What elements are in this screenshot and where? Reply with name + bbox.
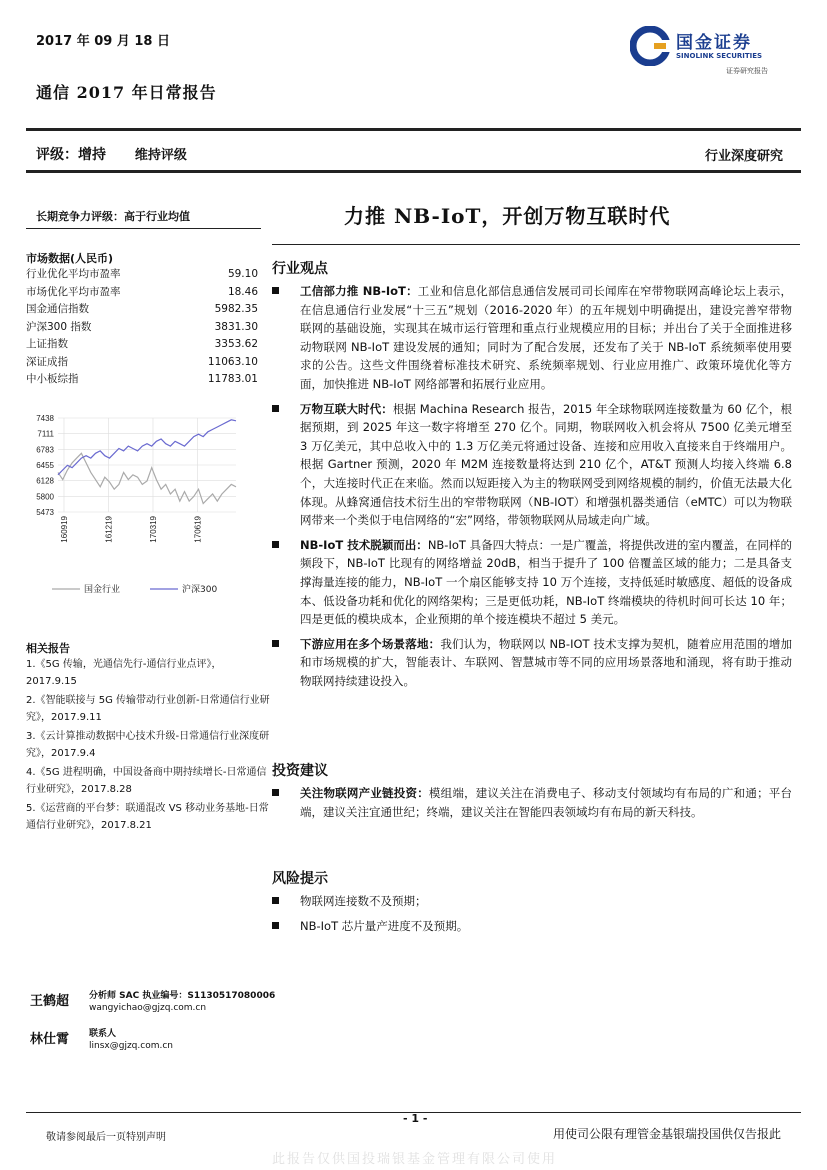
legend-label: 沪深300 bbox=[182, 585, 218, 595]
x-tick-label: 170319 bbox=[149, 516, 158, 543]
views-bullets bbox=[272, 282, 792, 696]
bullet-item: 物联网连接数不及预期； bbox=[272, 892, 792, 911]
author-email[interactable]: wangyichao@gjzq.com.cn bbox=[89, 1003, 207, 1013]
bullet-item: 万物互联大时代：根据 Machina Research 报告，2015 年全球物联网连接数量为 60 亿个，根据预期，到 2025 年这一数字将增至 270 亿个。同期，物联网收入机会将从 7500 亿美元增至 3 万亿美元，其中总收入中的 1.3 万亿美元将通过设备、连接和应用收入直接来自于终端用户。根据 Gartner 预测，2020 年 M2M 连接数量将达到 210 亿个，AT&T 预测人均接入终端 6.8 个，大连接时代正在来临。然而以短距接入为主的物联网受到网络规模的制约，价值无法最大化体现。从蜂窝通信技术衍生出的窄带物联网（NB-IOT）和增强机器类通信（eMTC）可以为物联网带来一个类似于电信网络的“宏”网络，带领物联网从局域走向广域。 bbox=[272, 400, 792, 530]
y-tick-label: 5473 bbox=[36, 508, 54, 517]
market-row: 深证成指 11063.10 bbox=[26, 355, 258, 368]
logo-name: 国金证券 bbox=[676, 33, 752, 53]
market-row: 中小板综指 11783.01 bbox=[26, 373, 258, 385]
legend-label: 国金行业 bbox=[84, 585, 121, 595]
long-term-rating: 长期竞争力评级：高于行业均值 bbox=[36, 210, 190, 223]
logo-mark-icon bbox=[630, 26, 670, 66]
bullet-square-icon bbox=[272, 640, 279, 647]
author-info bbox=[89, 1028, 173, 1052]
main-divider bbox=[272, 244, 800, 245]
author-name: 王鹤超 bbox=[30, 994, 70, 1009]
author-role: 联系人 bbox=[89, 1029, 117, 1039]
market-data-title: 市场数据(人民币) bbox=[26, 252, 114, 265]
page-number: - 1 - bbox=[403, 1112, 428, 1125]
author-role: 分析师 SAC 执业编号：S1130517080006 bbox=[89, 991, 276, 1001]
rating-label: 评级：增持 bbox=[36, 147, 106, 163]
rating bbox=[36, 144, 187, 164]
bullet-item: NB-IoT 芯片量产进度不及预期。 bbox=[272, 917, 792, 936]
logo-english: SINOLINK SECURITIES bbox=[676, 52, 763, 60]
series-line-industry bbox=[58, 453, 236, 503]
related-report-item: 5.《运营商的平台梦：联通混改 VS 移动业务基地-日常通信行业研究》，2017.8.21 bbox=[26, 803, 269, 831]
research-type: 行业深度研究 bbox=[704, 149, 783, 164]
related-report-item: 4.《5G 进程明确，中国设备商中期持续增长-日常通信行业研究》，2017.8.28 bbox=[26, 767, 267, 795]
report-date: 2017 年 09 月 18 日 bbox=[36, 34, 170, 49]
footer-notice: 用使司公限有理管金基银瑞投国供仅告报此 bbox=[552, 1127, 781, 1141]
author-block bbox=[30, 990, 275, 1014]
bullet-item: NB-IoT 技术脱颖而出：NB-IoT 具备四大特点：一是广覆盖，将提供改进的室内覆盖，在同样的频段下，NB-IoT 比现有的网络增益 20dB，相当于提升了 100 倍覆盖区域的能力；二是具备支撑海量连接的能力，NB-IoT 一个扇区能够支持 10 万个连接，支持低延时敏感度、超低的设备成本、低设备功耗和优化的网络架构；三是更低功耗，NB-IoT 终端模块的待机时间可长达 10 年；四是更低的模块成本，企业预期的单个接连模块不超过 5 美元。 bbox=[272, 536, 792, 629]
logo-subtitle: 证券研究报告 bbox=[726, 67, 768, 75]
y-tick-label: 7438 bbox=[36, 414, 54, 423]
bullet-square-icon bbox=[272, 405, 279, 412]
author-name: 林仕霄 bbox=[30, 1032, 70, 1047]
series-line-hs300 bbox=[58, 420, 236, 475]
bullet-square-icon bbox=[272, 922, 279, 929]
y-tick-label: 6455 bbox=[36, 461, 54, 470]
index-line-chart bbox=[22, 408, 262, 608]
author-email[interactable]: linsx@gjzq.com.cn bbox=[89, 1041, 173, 1051]
bullet-item: 下游应用在多个场景落地：我们认为，物联网以 NB-IOT 技术支撑为契机，随着应用范围的增加和市场规模的扩大，智能表计、车联网、智慧城市等不同的应用场景落地和涌现，将有助于推动物联网持续建设投入。 bbox=[272, 635, 792, 691]
rating-maintain: 维持评级 bbox=[134, 148, 187, 163]
bullet-item: 工信部力推 NB-IoT：工业和信息化部信息通信发展司司长闻库在窄带物联网高峰论坛上表示，在信息通信行业发展“十三五”规划（2016-2020 年）的五年规划中明确提出，建设完善窄带物联网的基础设施，实现其在城市运行管理和重点行业规模应用的目标；并出台了关于全面推进移动物联网 NB-IoT 建设发展的通知；同时为了配合发展，还发布了关于 NB-IoT 系统频率使用要求的公告。这些文件围绕着标准技术研究、系统频率规划、行业应用推广、政策环境优化等方面，加快推进 NB-IoT 网络部署和拓展行业应用。 bbox=[272, 282, 792, 394]
bullet-square-icon bbox=[272, 897, 279, 904]
section-title-risk: 风险提示 bbox=[272, 871, 328, 887]
market-row: 国金通信指数 5982.35 bbox=[26, 303, 258, 315]
related-reports-title: 相关报告 bbox=[26, 642, 70, 655]
market-row: 市场优化平均市盈率 18.46 bbox=[26, 285, 258, 298]
company-logo bbox=[630, 26, 790, 86]
related-reports-list bbox=[26, 656, 271, 836]
header-divider bbox=[26, 128, 801, 131]
related-report-item: 3.《云计算推动数据中心技术升级-日常通信行业深度研究》，2017.9.4 bbox=[26, 731, 270, 759]
author-info bbox=[89, 990, 275, 1014]
y-tick-label: 5800 bbox=[36, 492, 54, 502]
market-row: 沪深300 指数 3831.30 bbox=[26, 320, 258, 333]
market-row: 上证指数 3353.62 bbox=[26, 338, 258, 350]
y-tick-label: 6128 bbox=[36, 476, 54, 486]
footer-disclaimer: 敬请参阅最后一页特别声明 bbox=[46, 1132, 166, 1143]
main-title: 力推 NB-IoT，开创万物互联时代 bbox=[344, 204, 671, 228]
related-report-item: 1.《5G 传输，光通信先行-通信行业点评》，2017.9.15 bbox=[26, 659, 222, 687]
authors bbox=[30, 990, 275, 1066]
y-tick-label: 6783 bbox=[36, 445, 54, 455]
bullet-square-icon bbox=[272, 789, 279, 796]
author-block bbox=[30, 1028, 275, 1052]
watermark: 此报告仅供国投瑞银基金管理有限公司使用 bbox=[272, 1152, 558, 1167]
section-title-views: 行业观点 bbox=[272, 261, 328, 277]
rating-divider bbox=[26, 170, 801, 173]
sidebar-divider bbox=[26, 228, 261, 229]
x-tick-label: 160919 bbox=[60, 516, 69, 543]
x-tick-label: 161219 bbox=[104, 516, 114, 543]
y-tick-label: 7111 bbox=[37, 429, 54, 439]
bullet-square-icon bbox=[272, 541, 279, 548]
related-report-item: 2.《智能联接与 5G 传输带动行业创新-日常通信行业研究》，2017.9.11 bbox=[26, 695, 270, 723]
bullet-item: 关注物联网产业链投资：模组端，建议关注在消费电子、移动支付领域均有布局的广和通；平台端，建议关注宜通世纪；终端，建议关注在智能四表领域均有布局的新天科技。 bbox=[272, 784, 792, 821]
investment-bullets bbox=[272, 784, 792, 827]
bullet-square-icon bbox=[272, 287, 279, 294]
market-row: 行业优化平均市盈率 59.10 bbox=[26, 268, 258, 280]
report-series-title: 通信 2017 年日常报告 bbox=[36, 83, 217, 102]
market-data-table bbox=[26, 266, 258, 389]
risk-bullets bbox=[272, 892, 792, 941]
section-title-investment: 投资建议 bbox=[272, 763, 328, 779]
x-tick-label: 170619 bbox=[193, 516, 203, 543]
